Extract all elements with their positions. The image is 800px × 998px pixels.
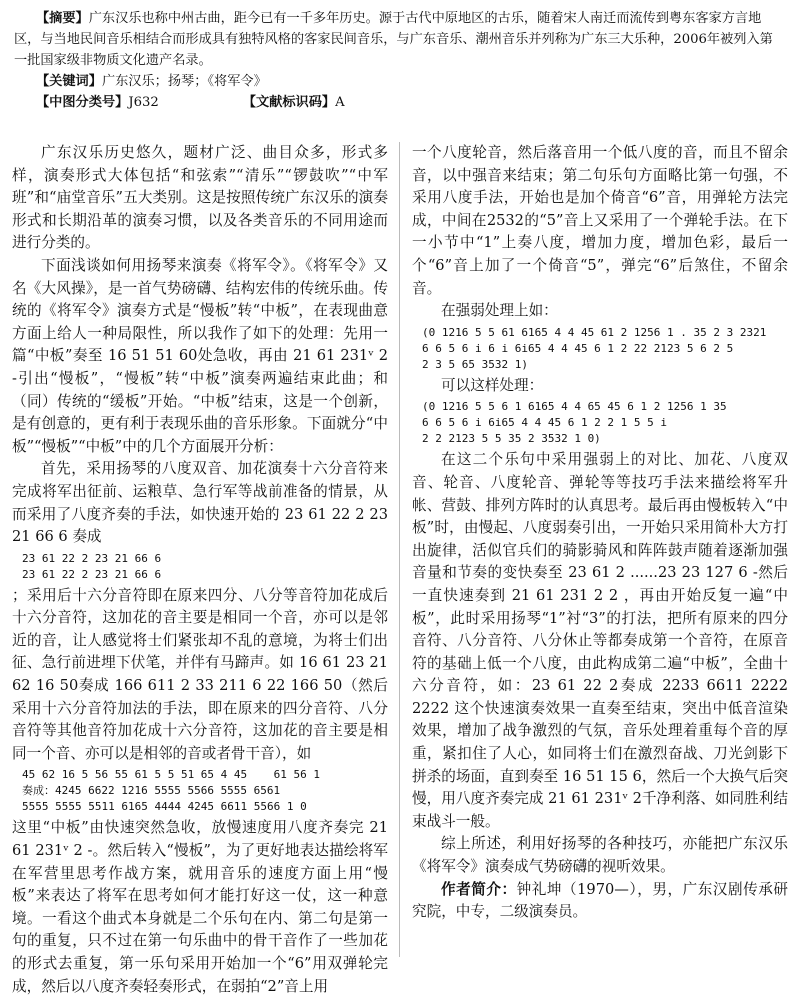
body-paragraph: 广东汉乐历史悠久，题材广泛、曲目众多，形式多样，演奏形式大体包括“和弦索”“清乐”“锣鼓吹”“中军班”和“庙堂音乐”五大类别。这是按照传统广东汉乐的演奏形式和长期沿革的演奏习惯，以及各类音乐的不同用途而进行分类的。 [12,144,388,252]
body-paragraph: 首先，采用扬琴的八度双音、加花演奏十六分音符来完成将军出征前、运粮草、急行军等战前准备的情景，从而采用了八度齐奏的手法，如快速开始的 23 61 22 2 23 21 66 6 奏成 [12,460,388,546]
body-paragraph: 一个八度轮音，然后落音用一个低八度的音，而且不留余音，以中强音来结束；第二句乐句方面略比第一句强，不采用八度手法，开始也是加个倚音“6”音，用弹轮方法完成，中间在2532的“5”音上又采用了一个弹轮手法。在下一小节中“1”上奏八度，增加力度，增加色彩，最后一个“6”音上加了一个倚音“5”，弹完“6”后煞住，不留余音。 [412,144,788,297]
author-label: 作者简介： [441,880,517,898]
doc-code-value: A [335,95,345,110]
example-label: 在强弱处理上如： [441,302,558,320]
music-notation: (0 1216 5 5 6 1 6165 4 4 65 45 6 1 2 1256 1 35 6 6 5 6 i 6i65 4 4 45 6 1 2 2 1 5 5 i 2 2 2123 5 5 35 2 3532 1 0) [422,400,727,446]
keywords-text: 广东汉乐；扬琴；《将军令》 [101,74,267,89]
right-column [412,142,788,924]
abstract-paragraph [14,8,786,71]
body-paragraph: 综上所述，利用好扬琴的各种技巧，亦能把广东汉乐《将军令》演奏成气势磅礴的视听效果。 [412,835,788,876]
example-label: 可以这样处理： [441,376,544,394]
body-paragraph: 在这二个乐句中采用强弱上的对比、加花、八度双音、轮音、八度轮音、弹轮等等技巧手法来描绘将军升帐、营鼓、排列方阵时的认真思考。最后再由慢板转入“中板”时，由慢起、八度弱奏引出，一开始只采用简朴大方打出旋律，活似官兵们的骑影骑风和阵阵鼓声随着逐渐加强音量和节奏的变快奏至 23 61 2 ......23 23 127 6 -然后一直快速奏到 21 61 231 2 2 ，再由开始反复一遍“中板”，此时采用扬琴“1”衬“3”的打法，把所有原来的四分音符、八分音符、八分休止等都奏成第一个音符，在原音符的基础上低一个八度，由此构成第二遍“中板”，全曲十六分音符，如：23 61 22 2奏成 2233 6611 2222 2222 这个快速演奏效果一直奏至结束，突出中低音渲染效果，增加了战争激烈的气氛，音乐处理着重每个音的厚重，紧扣住了人心，如同将士们在激烈奋战、刀光剑影下拼杀的场面，直到奏至 16 51 15 6，然后一个大换气后突慢，用八度齐奏完成 21 61 231ᵛ 2千净利落、如同胜利结束战斗一般。 [412,451,788,830]
music-notation: 23 61 22 2 23 21 66 6 23 61 22 2 23 21 66 6 [22,551,162,581]
music-notation: (0 1216 5 5 61 6165 4 4 45 61 2 1256 1 . 35 2 3 2321 6 6 5 6 i 6 i 6i65 4 4 45 6 1 2 22 2123 5 6 2 5 2 3 5 65 3532 1) [422,325,767,371]
abstract-block [14,8,786,113]
abstract-text: 广东汉乐也称中州古曲，距今已有一千多年历史。源于古代中原地区的古乐，随着宋人南迁而流传到粤东客家方言地区，与当地民间音乐相结合而形成具有独特风格的客家民间音乐，与广东音乐、潮州音乐并列称为广东三大乐种，2006年被列入第一批国家级非物质文化遗产名录。 [14,11,773,68]
body-paragraph: ；采用后十六分音符即在原来四分、八分等音符加花成后十六分音符，这加花的音主要是相同一个音，亦可以是邻近的音，让人感觉将士们紧张却不乱的意境，为将士们出征、急行前进埋下伏笔，并伴有马蹄声。如 16 61 23 21 62 16 50奏成 166 611 2 33 211 6 22 166 50（然后采用十六分音符加法的手法，即在原来的四分音符、八分音符等其他音符加花成十六分音符，这加花的音主要是相同一个音、亦可以是相邻的音或者骨干音），如 [12,586,388,762]
author-note [412,879,788,924]
classification-line [14,92,786,113]
clc-value: J632 [128,95,159,110]
clc-label: 【中图分类号】 [36,95,129,110]
doc-code-label: 【文献标识码】 [242,95,336,110]
column-divider [399,142,400,957]
body-paragraph: 这里“中板”由快速突然急收，放慢速度用八度齐奏完 21 61 231ᵛ 2 -。然后转入“慢板”，为了更好地表达描绘将军在军营里思考作战方案，就用音乐的速度方面上用“慢板”来表达了将军在思考如何才能打好这一仗，这一种意境。一看这个曲式本身就是二个乐句在内、第二句是第一句的重复，只不过在第一句乐曲中的骨干音作了一些加花的形式去重复，第一乐句采用开始加一个“6”用双弹轮完成，然后以八度齐奏轻奏形式，在弱拍“2”音上用 [12,819,388,995]
abstract-label: 【摘要】 [36,11,89,26]
music-notation: 45 62 16 5 56 55 61 5 5 51 65 4 45 61 56 1 奏成：4245 6622 1216 5555 5566 5555 6561 5555 5555 5511 6165 4444 4245 6611 5566 1 0 [22,768,321,814]
left-column [12,142,388,998]
keywords-line [14,71,786,92]
keywords-label: 【关键词】 [36,74,102,89]
author-text: 钟礼坤（1970—），男，广东汉剧传承研究院，中专，二级演奏员。 [412,880,788,921]
body-paragraph: 下面浅谈如何用扬琴来演奏《将军令》。《将军令》又名《大风操》，是一首气势磅礴、结构宏伟的传统乐曲。传统的《将军令》演奏方式是“慢板”转“中板”，在表现曲意方面上给人一种局限性，所以我作了如下的处理：先用一篇“中板”奏至 16 51 51 60处急收，再由 21 61 231ᵛ 2 -引出“慢板”，“慢板”转“中板”演奏两遍结束此曲；和（同）传统的“缓板”开始。“中板”结束，这是一个创新，是有创意的，更有利于表现乐曲的音乐形象。下面就分“中板”“慢板”“中板”中的几个方面展开分析： [12,256,388,455]
